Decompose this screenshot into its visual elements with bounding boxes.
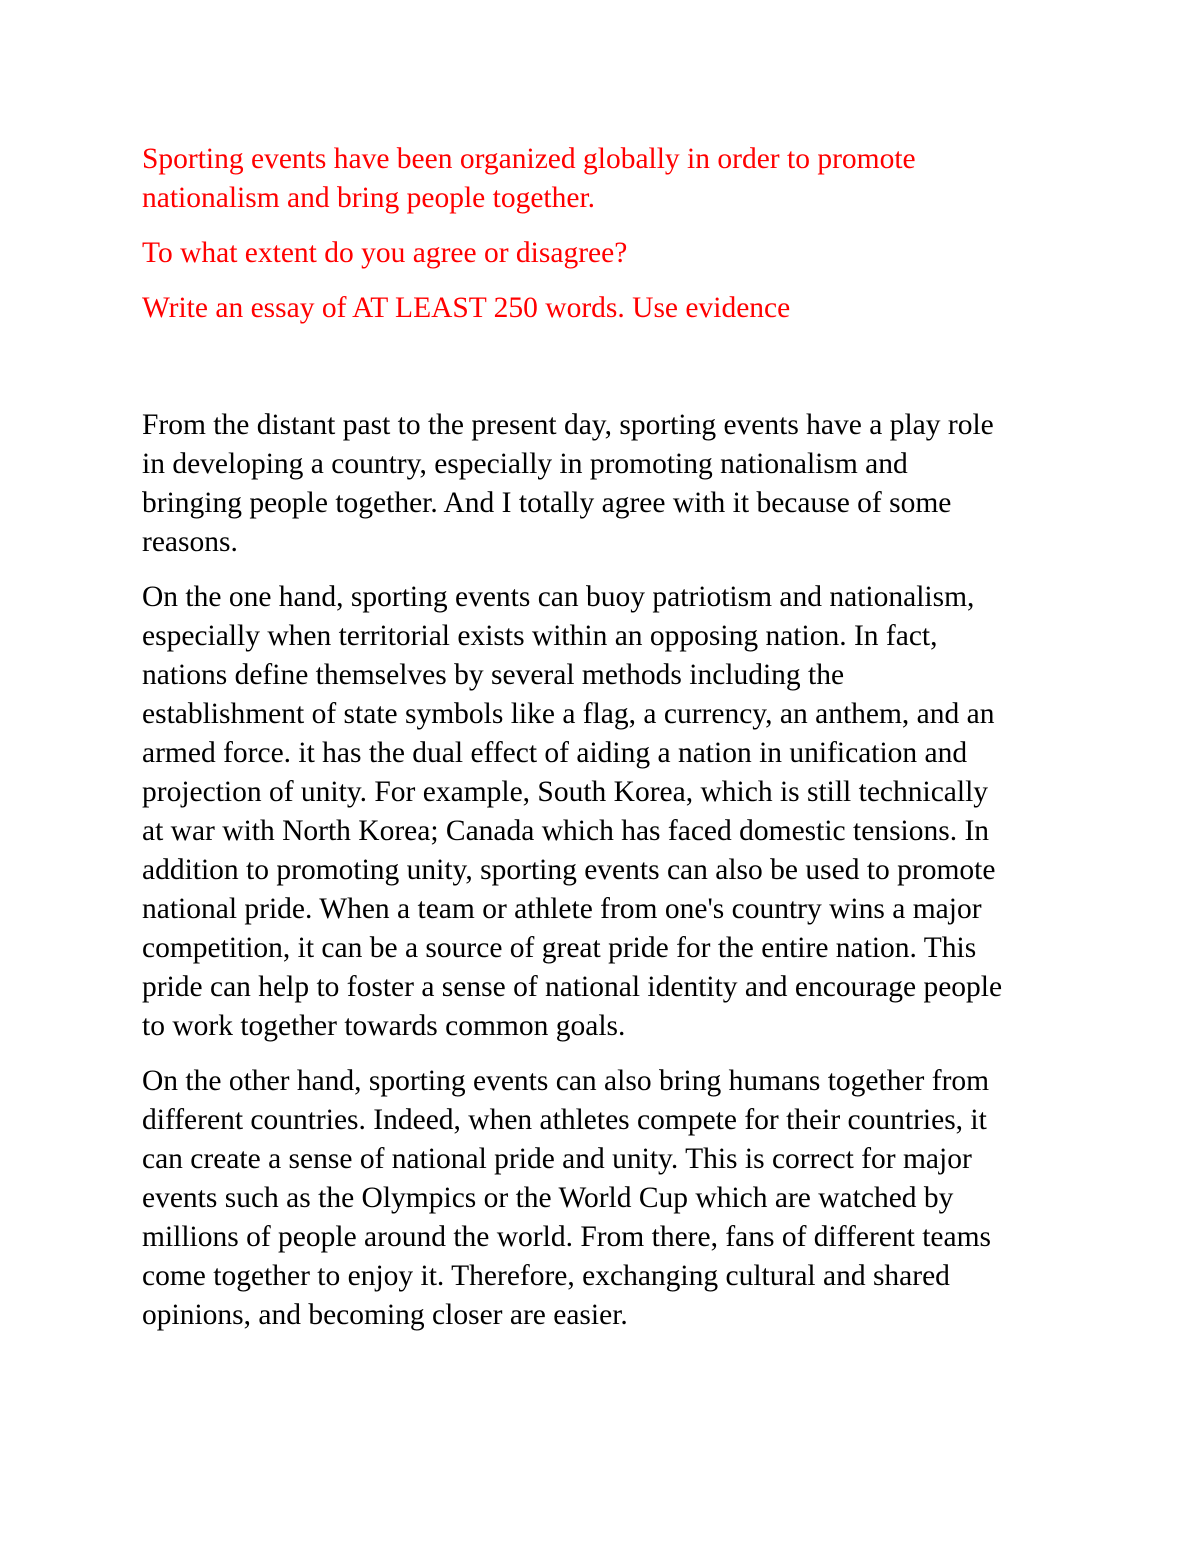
essay-line: nations define themselves by several methods including the xyxy=(142,659,845,691)
essay-prompt-instruction xyxy=(142,289,1072,328)
document-content xyxy=(142,140,1072,1335)
essay-paragraph-intro xyxy=(142,406,1072,562)
essay-line: in developing a country, especially in promoting nationalism and xyxy=(142,448,908,480)
essay-line: different countries. Indeed, when athletes compete for their countries, it xyxy=(142,1104,987,1136)
essay-line: bringing people together. And I totally agree with it because of some xyxy=(142,487,952,519)
essay-paragraph-other-hand xyxy=(142,1062,1072,1335)
essay-prompt-question xyxy=(142,234,1072,273)
essay-prompt-statement xyxy=(142,140,1072,218)
essay-line: From the distant past to the present day, sporting events have a play role xyxy=(142,409,994,441)
essay-line: opinions, and becoming closer are easier. xyxy=(142,1299,628,1331)
essay-line: projection of unity. For example, South Korea, which is still technically xyxy=(142,776,989,808)
essay-line: especially when territorial exists within an opposing nation. In fact, xyxy=(142,620,938,652)
essay-line: millions of people around the world. From there, fans of different teams xyxy=(142,1221,992,1253)
essay-line: On the other hand, sporting events can also bring humans together from xyxy=(142,1065,990,1097)
essay-line: addition to promoting unity, sporting events can also be used to promote xyxy=(142,854,996,886)
essay-line: reasons. xyxy=(142,526,238,558)
essay-line: can create a sense of national pride and unity. This is correct for major xyxy=(142,1143,972,1175)
essay-line: events such as the Olympics or the World Cup which are watched by xyxy=(142,1182,954,1214)
essay-line: pride can help to foster a sense of national identity and encourage people xyxy=(142,971,1003,1003)
essay-paragraph-one-hand xyxy=(142,578,1072,1046)
essay-line: establishment of state symbols like a flag, a currency, an anthem, and an xyxy=(142,698,995,730)
essay-body xyxy=(142,406,1072,1335)
prompt-line: To what extent do you agree or disagree? xyxy=(142,237,628,269)
essay-line: come together to enjoy it. Therefore, exchanging cultural and shared xyxy=(142,1260,950,1292)
essay-line: competition, it can be a source of great pride for the entire nation. This xyxy=(142,932,977,964)
prompt-line: Sporting events have been organized globally in order to promote xyxy=(142,143,916,175)
prompt-line: Write an essay of AT LEAST 250 words. Use evidence xyxy=(142,292,791,324)
prompt-line: nationalism and bring people together. xyxy=(142,182,596,214)
essay-line: at war with North Korea; Canada which has faced domestic tensions. In xyxy=(142,815,990,847)
essay-line: national pride. When a team or athlete from one's country wins a major xyxy=(142,893,982,925)
essay-line: On the one hand, sporting events can buoy patriotism and nationalism, xyxy=(142,581,975,613)
essay-line: to work together towards common goals. xyxy=(142,1010,626,1042)
essay-line: armed force. it has the dual effect of aiding a nation in unification and xyxy=(142,737,968,769)
